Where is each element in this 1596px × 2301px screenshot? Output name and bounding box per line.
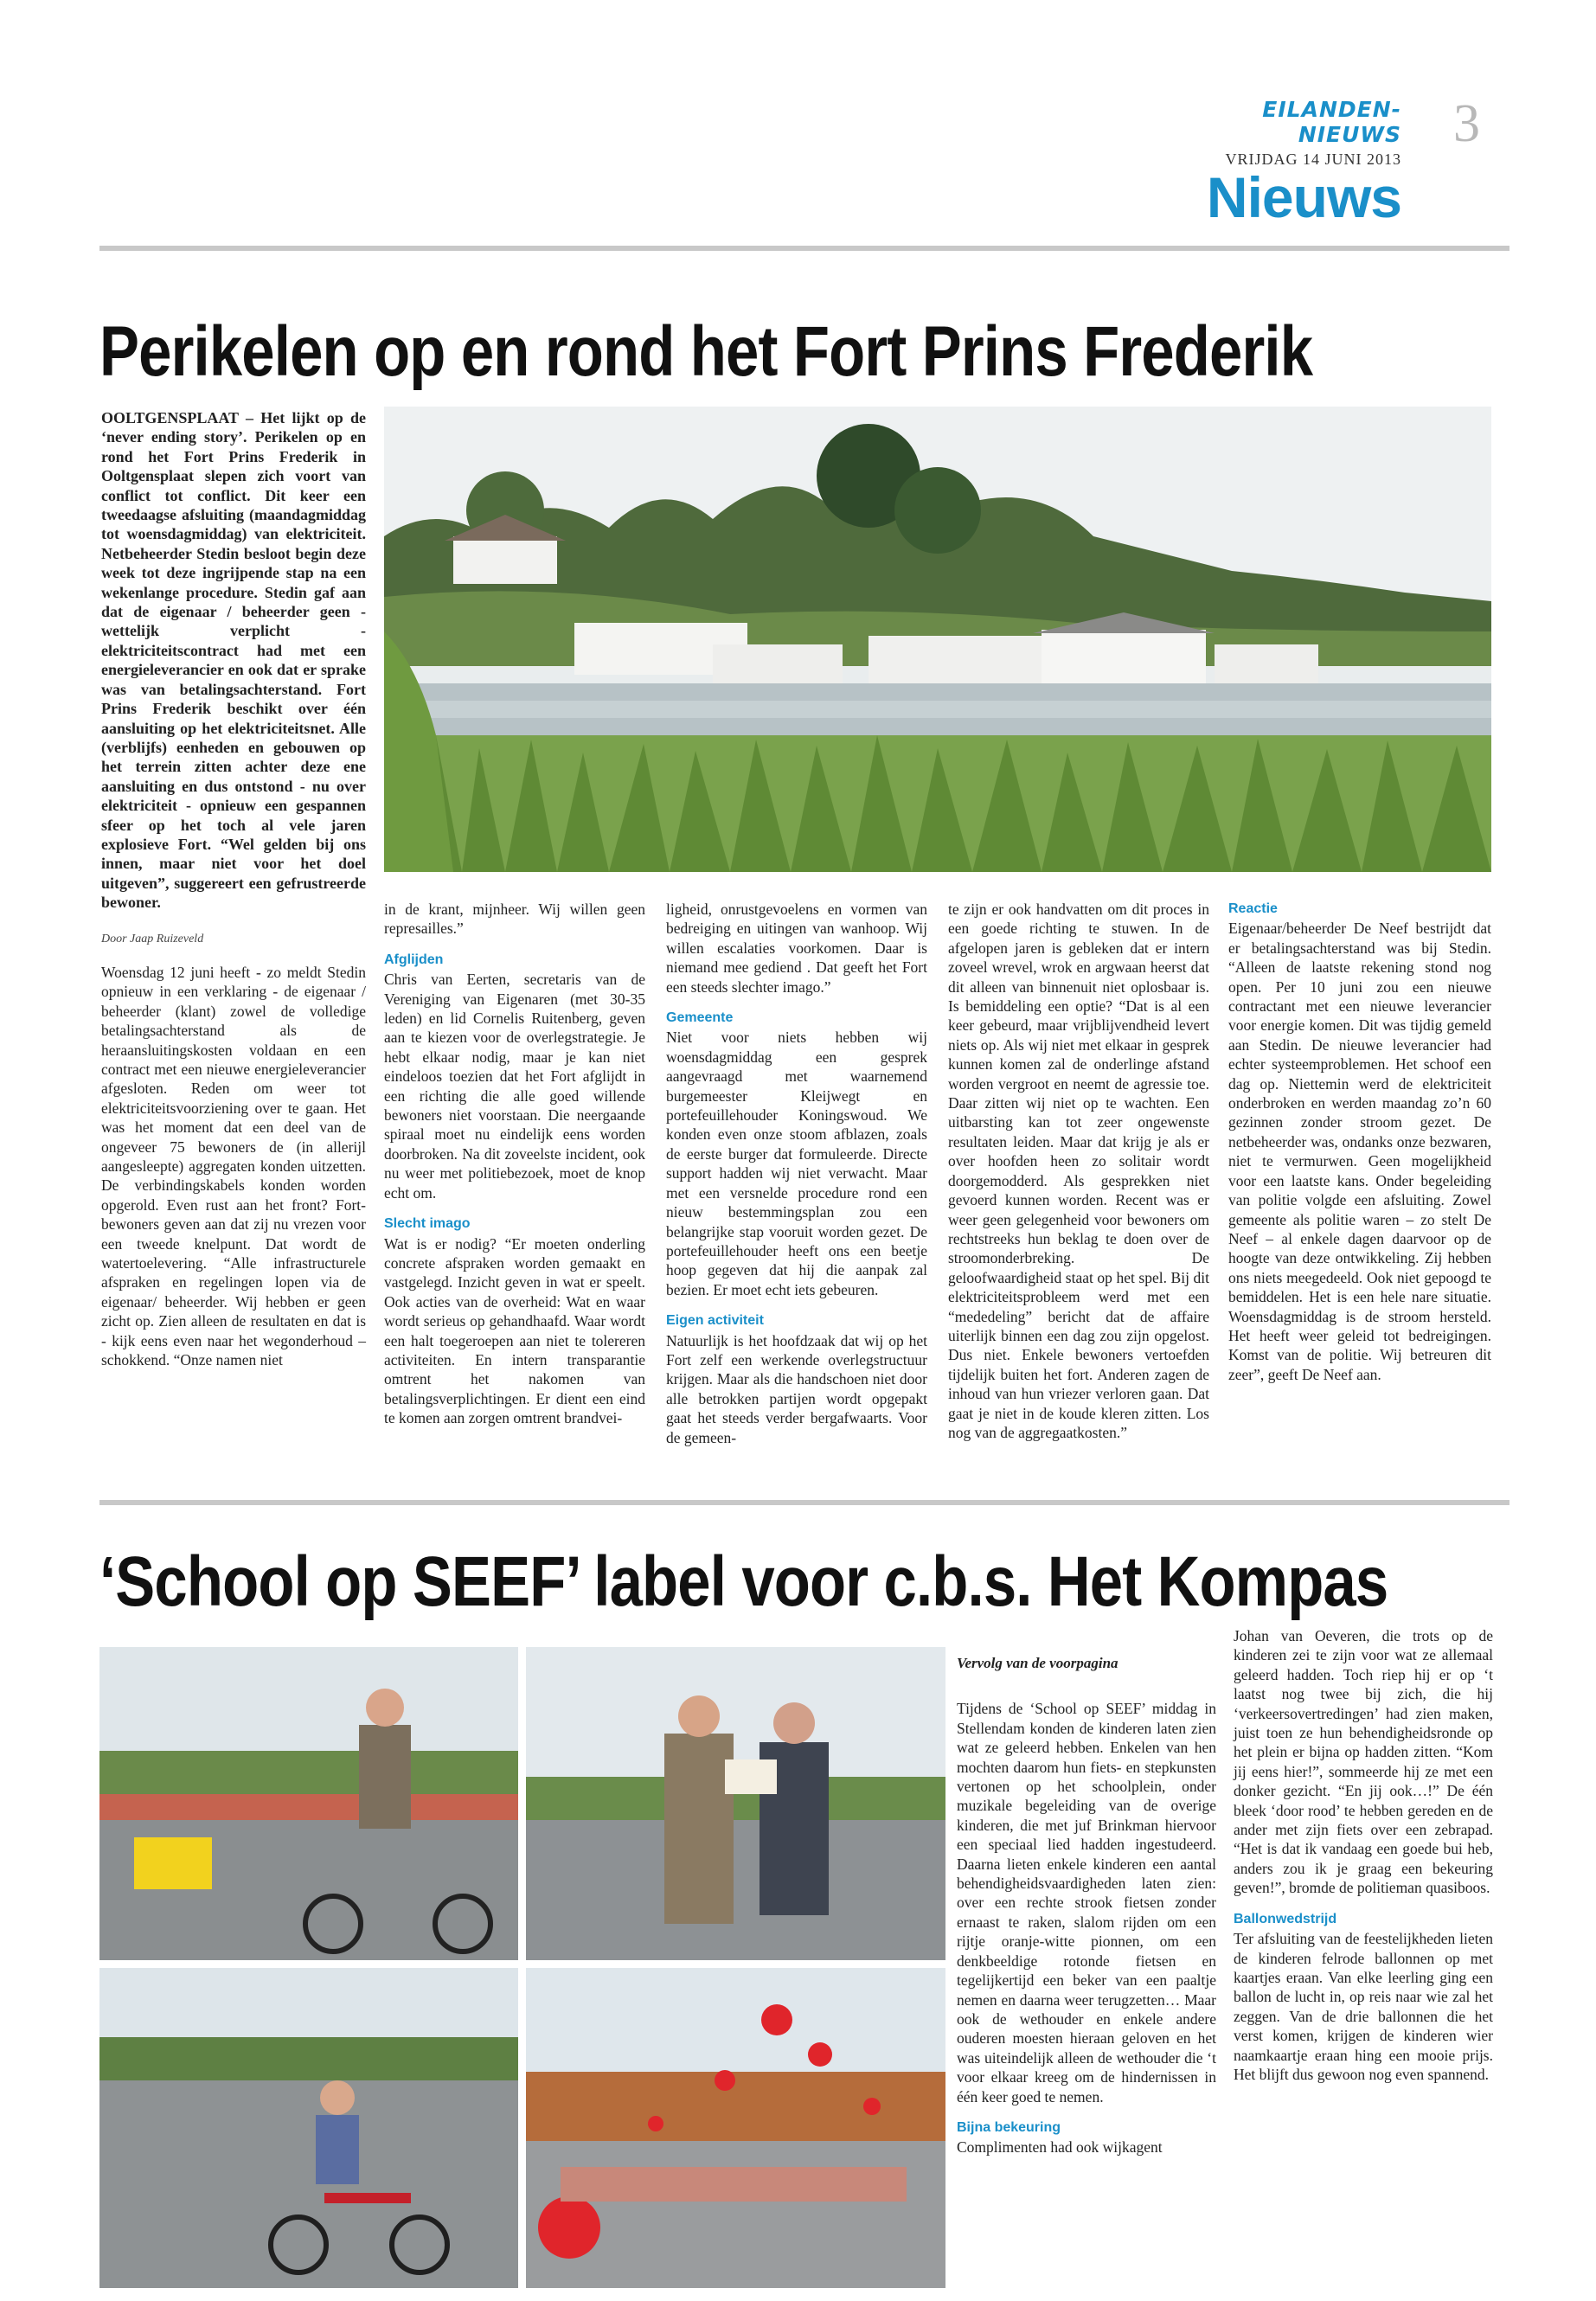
subhead-eigen-activiteit: Eigen activiteit bbox=[666, 1313, 764, 1329]
article2-col2-p2: Ter afsluiting van de feestelijkheden lieten de kinderen felrode ballonnen op met kaartjes eraan. Van elke leerling ging een ballon de lucht in, op reis naar wie zal het zeggen. Van de drie ballonnen die het verst komen, krijgen de kinderen wier naamkaartje eraan hing een mooie prijs. Het blijft dus gewoon nog even spannend. bbox=[1234, 1930, 1493, 2083]
article2-column-2 bbox=[1234, 1626, 1493, 2084]
article2-col1-p1: Tijdens de ‘School op SEEF’ middag in Stellendam konden de kinderen laten zien wat ze geleerd hebben. Enkelen van hen mochten daarom hun fiets- en stepkunsten vertonen op het schoolplein, onder muzikale begeleiding van de overige kinderen, die met juf Brinkman hiervoor een speciaal lied hadden ingestudeerd. Daarna lieten enkele kinderen een aantal behendigheidsvaardigheden laten zien: over een rechte strook fietsen zonder ernaast te raken, slalom rijden om een rijtje oranje-witte pionnen, om een denkbeeldige rotonde fietsen en tegelijkertijd een beker van een paaltje nemen en daarna weer terugzetten… Maar ook de wethouder en enkele andere ouderen moesten hieraan geloven en het was uiteindelijk alleen de wethouder die ‘t voor elkaar kreeg om de hindernissen in één keer goed te nemen. bbox=[957, 1700, 1216, 2106]
page-number: 3 bbox=[1453, 94, 1480, 153]
article2-column-1 bbox=[957, 1654, 1216, 2157]
article1-column-4 bbox=[948, 900, 1209, 1442]
top-rule bbox=[99, 246, 1509, 251]
article2-headline: ‘School op SEEF’ label voor c.b.s. Het Kompas bbox=[99, 1542, 1388, 1621]
article1-column-1 bbox=[101, 408, 366, 1370]
subhead-afglijden: Afglijden bbox=[384, 952, 444, 967]
article1-col2-p1: in de krant, mijnheer. Wij willen geen represailles.” bbox=[384, 901, 645, 938]
article2-col2-p1: Johan van Oeveren, die trots op de kinderen zei te zijn voor wat ze allemaal geleerd hadden. Toch riep hij er op ‘t laatst nog twee bij zich, die hij ‘verkeersovertredingen’ had zien maken, juist toen ze hun behendigheidsronde op het plein er bijna op hadden zitten. “Kom jij eens hier!”, sommeerde hij ze met een donker gezicht. “En jij ook…!” De één bleek ‘door rood’ te hebben gereden en de ander met zijn fiets over een zebrapad. “Het is dat ik vandaag een goede bui heb, anders zou ik je graag een bekeuring geven!”, bromde de politieman quasiboos. bbox=[1234, 1627, 1493, 1897]
masthead bbox=[1194, 97, 1401, 169]
section-title: Nieuws bbox=[1206, 165, 1401, 229]
paper-name: EILANDEN-NIEUWS bbox=[1262, 97, 1401, 147]
article1-col3-p1: ligheid, onrustgevoelens en vormen van bedreiging en uitingen van wanhoop. Wij willen escalaties voorkomen. Daar is niemand mee gediend . Dat geeft het Fort een steeds slechter imago.” bbox=[666, 901, 927, 996]
article1-col2-p3: Wat is er nodig? “Er moeten onderling concrete afspraken worden gemaakt en vastgelegd. Inzicht geven in wat er speelt. Ook acties van de overheid: Wat en waar wordt serieus op gehandhaafd. Waar wordt een halt toegeroepen aan niet te tolereren activiteiten. En intern transparantie omtrent het nakomen van betalingsverplichtingen. Er dient een eind te komen aan zorgen omtrent brandvei- bbox=[384, 1234, 645, 1427]
issue-date: VRIJDAG 14 JUNI 2013 bbox=[1225, 151, 1401, 168]
award-presentation-photo bbox=[526, 1647, 945, 1960]
subhead-gemeente: Gemeente bbox=[666, 1010, 734, 1026]
article1-column-2 bbox=[384, 900, 645, 1428]
article1-col3-p2: Niet voor niets hebben wij woensdagmiddag een gesprek aangevraagd met waarnemend burgemeester Kleijwegt en portefeuillehouder Koningswoud. We konden even onze stoom afblazen, zoals de eerste burger dat formuleerde. Directe support hadden wij niet verwacht. Maar met een versnelde procedure rond een nieuw bestemmingsplan zou een belangrijke stap vooruit worden gezet. De portefeuillehouder heeft ons een beetje hoop gegeven dat hij die aanpak zal bezien. Er moet echt iets gebeuren. bbox=[666, 1029, 927, 1298]
subhead-reactie: Reactie bbox=[1228, 901, 1278, 916]
article1-col1-body: Woensdag 12 juni heeft - zo meldt Stedin opnieuw in een verklaring - de eigenaar / beheerder (klant) zowel de volledige betalingsachterstand als de heraansluitingskosten voldaan en een contract met een nieuwe energieleverancier afgesloten. Reden om weer tot elektriciteitsvoorziening over te gaan. Het was het moment dat een deel van de ongeveer 75 bewoners de (in allerijl aangesleepte) aggregaten konden uitzetten. De verbindingskabels konden worden opgerold. Even rust aan het front? Fort-bewoners geven aan dat zij nu vrezen voor een tweede knelpunt. Dat wordt de watertoelevering. “Alle infrastructurele afspraken en regelingen lopen via de eigenaar/ beheerder. Wij hebben er geen zicht op. Zien alleen de resultaten en dat is - kijk eens even naar het wegonderhoud – schokkend. “Onze namen niet bbox=[101, 963, 366, 1369]
balloon-release-photo bbox=[526, 1968, 945, 2288]
article1-col4-p1: te zijn er ook handvatten om dit proces in een goede richting te stuwen. In de afgelopen jaren is gebleken dat er intern zoveel wrevel, wrok en argwaan heerst dat dit alleen van binnenuit niet oplosbaar is. Is bemiddeling een optie? “Dat is al een keer gebeurd, maar vrijblijvendheid levert niets op. Als wij niet met elkaar in gesprek kunnen komen zal de onderlinge afstand worden vergroot en neemt de agressie toe. Daar zitten wij niet op te wachten. Een uitbarsting kan tot zeer ongewenste resultaten leiden. Maar dat krijg je als er over hoofden heen zo solitair wordt doorgemodderd. Als gesprekken niet gevoerd kunnen worden. Recent was er weer geen gelegenheid voor bewoners om rechtstreeks hun beklag te doen over de stroomonderbreking. De geloofwaardigheid staat op het spel. Bij dit elektriciteitsprobleem werd met een “mededeling” bericht dat de affaire uiterlijk binnen een dag zou zijn opgelost. Dus niet. Enkele bewoners vertoefden tijdelijk buiten het fort. Anderen zagen de inhoud van hun vriezer verloren gaan. Dat gaat je niet in de koude kleren zitten. Los nog van de aggregaatkosten.” bbox=[948, 901, 1209, 1441]
article1-column-5 bbox=[1228, 900, 1491, 1384]
article1-col2-p2: Chris van Eerten, secretaris van de Vereniging van Eigenaren (met 30-35 leden) en lid Cornelis Ruitenberg, geven aan te kiezen voor de overlegstrategie. Je hebt elkaar nodig, maar je kan niet eindeloos toezien dat het Fort afglijdt in een richting die alle goed willende bewoners niet voorstaan. Die neergaande spiraal moet nu eindelijk eens worden doorbroken. Na dit zoveelste incident, ook nu weer met politiebezoek, moet de knop echt om. bbox=[384, 971, 645, 1202]
subhead-ballonwedstrijd: Ballonwedstrijd bbox=[1234, 1911, 1337, 1926]
cycling-wethouder-photo bbox=[99, 1647, 518, 1960]
middle-rule bbox=[99, 1500, 1509, 1505]
article1-headline: Perikelen op en rond het Fort Prins Frederik bbox=[99, 312, 1313, 391]
subhead-slecht-imago: Slecht imago bbox=[384, 1216, 471, 1232]
article1-byline: Door Jaap Ruizeveld bbox=[101, 932, 204, 945]
fort-houses-photo bbox=[384, 407, 1491, 872]
article1-column-3 bbox=[666, 900, 927, 1447]
vervolg-label: Vervolg van de voorpagina bbox=[957, 1655, 1118, 1671]
child-bicycle-photo bbox=[99, 1968, 518, 2288]
subhead-bijna-bekeuring: Bijna bekeuring bbox=[957, 2119, 1061, 2135]
article1-lead: OOLTGENSPLAAT – Het lijkt op de ‘never ending story’. Perikelen op en rond het Fort Prins Frederik in Ooltgensplaat slepen zich voort van conflict tot conflict. Dit keer een tweedaagse afsluiting (maandagmiddag tot woensdagmiddag) van elektriciteit. Netbeheerder Stedin besloot begin deze week tot deze ingrijpende stap na een wekenlange procedure. Stedin gaf aan dat de eigenaar / beheerder geen - wettelijk verplicht - elektriciteitscontract had met een energieleverancier en ook dat er sprake was van betalingsachterstand. Fort Prins Frederik beschikt over één aansluiting op het elektriciteitsnet. Alle (verblijfs) eenheden en gebouwen op het terrein zitten achter deze ene aansluiting en dus ontstond - nu over elektriciteit - opnieuw een gespannen sfeer op het toch al vele jaren explosieve Fort. “Wel gelden bij ons innen, maar niet voor het doel uitgeven”, suggereert een gefrustreerde bewoner. bbox=[101, 409, 366, 912]
article2-col1-p2: Complimenten had ook wijkagent bbox=[957, 2138, 1163, 2157]
article1-col3-p3: Natuurlijk is het hoofdzaak dat wij op het Fort zelf een werkende overlegstructuur krijgen. Maar als die handschoen niet door alle betrokken partijen wordt opgepakt gaat het steeds verder bergafwaarts. Voor de gemeen- bbox=[666, 1331, 927, 1446]
article1-col5-p1: Eigenaar/beheerder De Neef bestrijdt dat er betalingsachterstand was bij Stedin. “Alleen de laatste rekening stond nog open. Per 10 juni zou een nieuwe contractant met een nieuwe leverancier voor energie komen. Dit was tijdig gemeld aan Stedin. De nieuwe leverancier had echter systeemproblemen. Het schoof een dag op. Niettemin werd de elektriciteit onderbroken en werden maandag zo’n 60 gezinnen zonder stroom gezet. De netbeheerder was, ondanks onze bezwaren, niet te vermurwen. Geen mogelijkheid voor een laatste kans. Onder begeleiding van politie volgde een afsluiting. Zowel gemeente als politie waren – zo stelt De Neef – al enkele dagen daarvoor op de hoogte van deze ontwikkeling. Zij hebben ons niets meegedeeld. Ook niet gepoogd te bemiddelen. Het is een hele nare situatie. Woensdagmiddag is de stroom hersteld. Het heeft weer geleid tot bedreigingen. Komst van de politie. Wij betreuren dit zeer”, geeft De Neef aan. bbox=[1228, 920, 1491, 1383]
